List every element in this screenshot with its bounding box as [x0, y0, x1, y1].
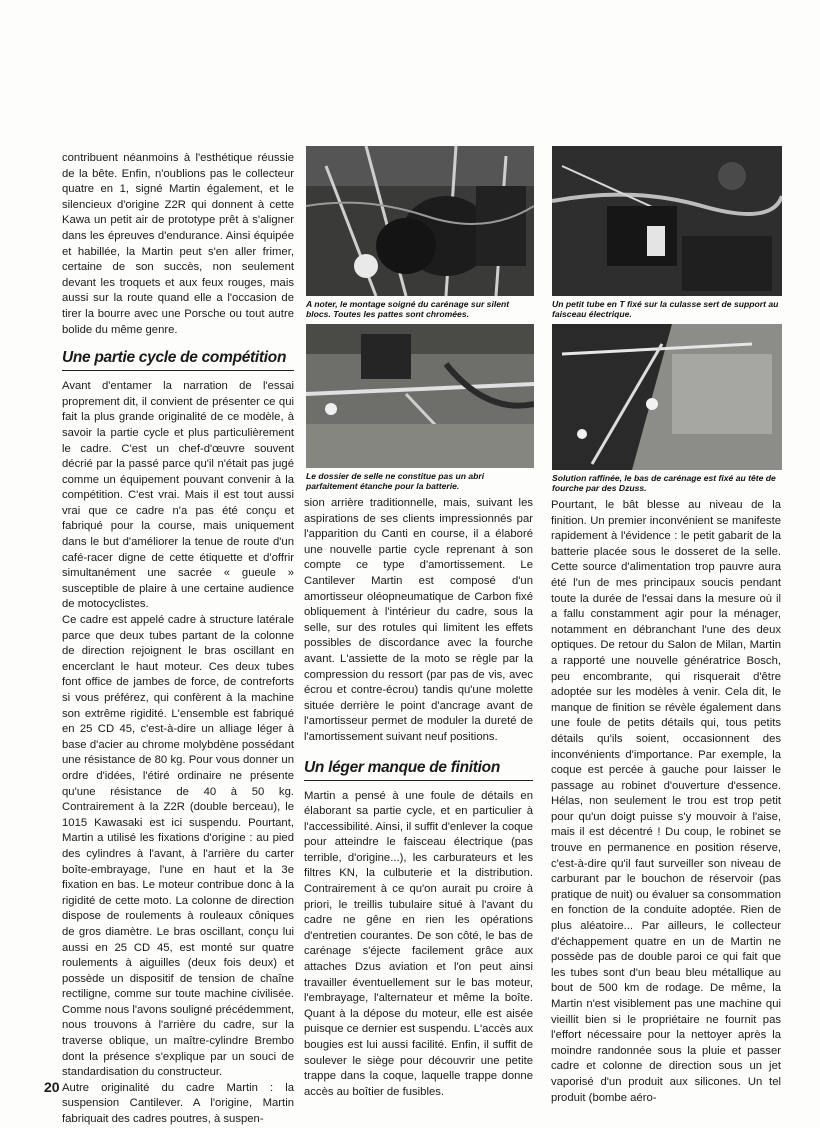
photo-caption: A noter, le montage soigné du carénage sur silent blocs. Toutes les pattes sont chromées. — [306, 299, 510, 320]
text-column-1 — [62, 151, 294, 1128]
text-column-2 — [304, 496, 533, 1100]
photo-fork-head — [552, 324, 782, 470]
photo-fairing-mount — [306, 146, 534, 296]
paragraph: Avant d'entamer la narration de l'essai proprement dit, il convient de présenter ce qui fait la plus grande originalité de ce modèle, à savoir la partie cycle et plus particulièrement le cadre. C'est un chef-d'œuvre souvent décrié par la passé parce qu'il n'était pas jugé comme un équipement pouvant convenir à la compétition. C'est vrai. Mais il est tout aussi vrai que ce cadre n'a pas été conçu et fabriqué pour la course, mais uniquement dans le but d'améliorer la tenue de route d'un café-racer digne de cette étiquette et d'offrir simultanément une sacrée « gueule » susceptible de plaire à une certaine audience de motocyclistes. — [62, 380, 294, 611]
text-column-3 — [551, 498, 781, 1106]
section-heading: Une partie cycle de compétition — [62, 348, 294, 371]
photo-caption: Solution raffinée, le bas de carénage est fixé au tête de fourche par des Dzuss. — [552, 473, 776, 494]
paragraph: Ce cadre est appelé cadre à structure latérale parce que deux tubes partant de la colonne de direction rejoignent le bras oscillant en encerclant le haut moteur. Ces deux tubes font office de jambes de force, de contreforts si vous préférez, qui confèrent à la machine son extrême rigidité. L'ensemble est fabriqué en 25 CD 45, c'est-à-dire un alliage léger à base d'acier au chrome molybdène possédant une résistance de 80 kg. Pour vous donner un ordre d'idées, l'étiré ordinaire ne présente qu'une résistance de 40 à 50 kg. Contrairement à la Z2R (double berceau), le 1015 Kawasaki est ici suspendu. Pourtant, Martin a utilisé les fixations d'origine : au pied des cylindres à l'avant, à l'arrière du carter boîte-embrayage, l'une en haut et la 3e fixation en bas. Le moteur contribue donc à la rigidité de cette moto. La colonne de direction dispose de roulements à rouleaux côniques de gros diamètre. Le bras oscillant, conçu lui aussi en 25 CD 45, est monté sur quatre roulements à aiguilles (deux fois deux) et possède un dispositif de tension de chaîne rectiligne, comme sur toute machine civilisée. Comme nous l'avons souligné précédemment, nous trouvons à l'arrière du cadre, sur la traverse oblique, un maître-cylindre Brembo dont la présence s'explique par un souci de standardisation du constructeur. — [62, 614, 294, 1079]
paragraph: contribuent néanmoins à l'esthétique réussie de la bête. Enfin, n'oublions pas le collecteur quatre en 1, signé Martin également, et le silencieux d'origine Z2R qui donnent à cette Kawa un petit air de prototype prêt à s'aligner dans les épreuves d'endurance. Ainsi équipée et habillée, la Martin peut s'en aller frimer, certaine de son succès, non seulement devant les troquets et aux feux rouges, mais aussi sur la route quand elle a l'occasion de tirer la bourre avec une Porsche ou tout autre bolide du même genre. — [62, 152, 294, 336]
page-number: 20 — [44, 1079, 60, 1095]
paragraph: Pourtant, le bât blesse au niveau de la finition. Un premier inconvénient se manifeste rapidement à l'évidence : le petit gabarit de la batterie placée sous le dosseret de la selle. Cette source d'alimentation trop pauvre aura été l'un de mes principaux soucis pendant toute la durée de l'essai dans la mesure où il a fallu constamment agir pour la ménager, notamment en débranchant l'une des deux optiques. De retour du Salon de Milan, Martin a rapporté une nouvelle génératrice Bosch, peu encombrante, qui risquerait d'être adoptée sur les modèles à venir. Cela dit, le manque de finition se révèle également dans une foule de petits détails qui, tous petits détails qu'ils soient, occasionnent des inconvénients d'importance. Par exemple, la coque est percée à gauche pour laisser le passage au robinet d'ouverture d'essence. Hélas, non seulement le trou est trop petit pour qu'un doigt puisse s'y mouvoir à l'aise, mais il est décentré ! Du coup, le robinet se trouve en permanence en position réserve, c'est-à-dire qu'il faut surveiller son niveau de carburant par le bouchon de réservoir (pas pratique de nuit) ou évaluer sa consommation en fonction de la conduite adoptée. Rien de plus aléatoire... Par ailleurs, le collecteur d'échappement quatre en un de Martin ne possède pas de double paroi ce qui fait que les tubes sont d'un beau bleu métallique au bout de 500 km de rodage. De même, la Martin n'est visiblement pas une machine qui vieillit bien si le propriétaire ne fournit pas l'effort nécessaire pour la nettoyer après la moindre randonnée sous la pluie et passer cadre et colonne de direction sous un jet vaporisé d'un produit aux silicones. Un tel produit (bombe aéro- — [551, 499, 781, 1104]
photo-t-tube — [552, 146, 782, 296]
photo-caption: Un petit tube en T fixé sur la culasse sert de support au faisceau électrique. — [552, 299, 779, 320]
paragraph: sion arrière traditionnelle, mais, suivant les aspirations de ses clients impressionnés par l'apparition du Canti en course, il a élaboré une nouvelle partie cycle reprenant à son compte ce type d'amortissement. Le Cantilever Martin est composé d'un amortisseur oléopneumatique de Carbon fixé obliquement à l'intérieur du cadre, sous la selle, sur des rotules qui limitent les effets possibles de discordance avec la fourche avant. L'assiette de la moto se règle par la compression du ressort (par pas de vis, avec écrou et contre-écrou) tandis qu'une molette située derrière le point d'ancrage avant de l'amortisseur permet de moduler la dureté de l'amortissement suivant neuf positions. — [304, 497, 533, 743]
section-heading: Un léger manque de finition — [304, 758, 533, 781]
paragraph: Autre originalité du cadre Martin : la suspension Cantilever. A l'origine, Martin fabriquait des cadres poutres, à suspen- — [62, 1081, 294, 1126]
photo-battery-seat — [306, 324, 534, 468]
paragraph: Martin a pensé à une foule de détails en élaborant sa partie cycle, et en particulier à l'accessibilité. Ainsi, il suffit d'enlever la coque pour atteindre le faisceau électrique (pas terrible, d'origine...), les carburateurs et les filtres KN, la culbuterie et la distribution. Contrairement à ce qu'on aurait pu croire à priori, le treillis tubulaire situé à l'avant du cadre ne gêne en rien les opérations d'entretien courantes. De son côté, le bas de carénage s'éjecte facilement grâce aux attaches Dzus aviation et l'on peut ainsi travailler éventuellement sur le bas moteur, l'embrayage, l'alternateur et même la boîte. Quant à la dépose du moteur, elle est aisée puisque ce dernier est suspendu. L'accès aux bougies est lui aussi facilité. Enfin, il suffit de soulever le siège pour découvrir une petite trappe dans la coque, laquelle trappe donne accès au boîtier de fusibles. — [304, 789, 533, 1098]
photo-caption: Le dossier de selle ne constitue pas un abri parfaitement étanche pour la batterie. — [306, 471, 485, 492]
